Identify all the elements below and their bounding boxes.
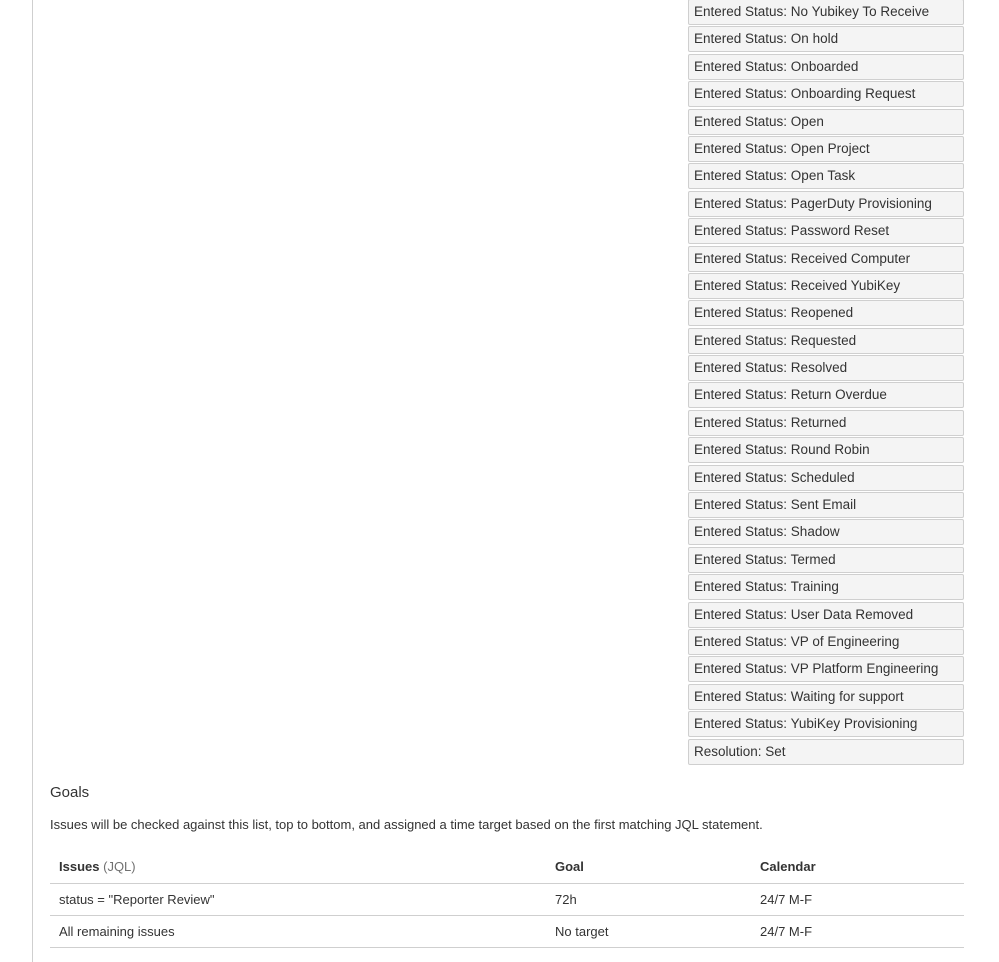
- condition-item[interactable]: Entered Status: Onboarding Request: [688, 81, 964, 107]
- goal-column-header: Goal: [546, 850, 751, 884]
- condition-item[interactable]: Entered Status: Requested: [688, 328, 964, 354]
- calendar-column-header: Calendar: [751, 850, 964, 884]
- condition-item[interactable]: Entered Status: VP of Engineering: [688, 629, 964, 655]
- issues-column-header: [50, 850, 546, 884]
- condition-item[interactable]: Entered Status: Received Computer: [688, 246, 964, 272]
- goal-row[interactable]: [50, 916, 964, 948]
- condition-item[interactable]: Entered Status: Waiting for support: [688, 684, 964, 710]
- condition-item[interactable]: Entered Status: Sent Email: [688, 492, 964, 518]
- condition-item[interactable]: Entered Status: Termed: [688, 547, 964, 573]
- condition-item[interactable]: Entered Status: Scheduled: [688, 465, 964, 491]
- condition-item[interactable]: Entered Status: Open Task: [688, 163, 964, 189]
- condition-item[interactable]: Entered Status: YubiKey Provisioning: [688, 711, 964, 737]
- condition-item[interactable]: Entered Status: Round Robin: [688, 437, 964, 463]
- goals-table-header-row: [50, 850, 964, 884]
- sla-condition-list: [688, 0, 964, 766]
- condition-item[interactable]: Entered Status: On hold: [688, 26, 964, 52]
- goal-row-jql: All remaining issues: [50, 916, 546, 948]
- content-left-border: [32, 0, 33, 962]
- condition-item[interactable]: Entered Status: Password Reset: [688, 218, 964, 244]
- condition-item[interactable]: Entered Status: PagerDuty Provisioning: [688, 191, 964, 217]
- condition-item[interactable]: Entered Status: Open: [688, 109, 964, 135]
- condition-item[interactable]: Entered Status: No Yubikey To Receive: [688, 0, 964, 25]
- condition-item[interactable]: Entered Status: Shadow: [688, 519, 964, 545]
- goal-row-calendar: 24/7 M-F: [751, 916, 964, 948]
- condition-item[interactable]: Resolution: Set: [688, 739, 964, 765]
- condition-item[interactable]: Entered Status: Return Overdue: [688, 382, 964, 408]
- jql-hint: (JQL): [103, 859, 136, 874]
- goal-row[interactable]: [50, 884, 964, 916]
- condition-item[interactable]: Entered Status: Open Project: [688, 136, 964, 162]
- condition-item[interactable]: Entered Status: Reopened: [688, 300, 964, 326]
- goal-row-jql: status = "Reporter Review": [50, 884, 546, 916]
- condition-item[interactable]: Entered Status: Returned: [688, 410, 964, 436]
- goals-heading: Goals: [50, 784, 90, 801]
- condition-item[interactable]: Entered Status: Onboarded: [688, 54, 964, 80]
- goal-row-calendar: 24/7 M-F: [751, 884, 964, 916]
- condition-item[interactable]: Entered Status: Received YubiKey: [688, 273, 964, 299]
- goal-row-target: No target: [546, 916, 751, 948]
- condition-item[interactable]: Entered Status: Training: [688, 574, 964, 600]
- condition-item[interactable]: Entered Status: User Data Removed: [688, 602, 964, 628]
- condition-item[interactable]: Entered Status: VP Platform Engineering: [688, 656, 964, 682]
- goals-description: Issues will be checked against this list, top to bottom, and assigned a time target based on the first matching JQL statement.: [50, 817, 763, 832]
- condition-item[interactable]: Entered Status: Resolved: [688, 355, 964, 381]
- goals-table: [50, 850, 964, 948]
- goal-row-target: 72h: [546, 884, 751, 916]
- issues-header-label: Issues: [59, 859, 100, 874]
